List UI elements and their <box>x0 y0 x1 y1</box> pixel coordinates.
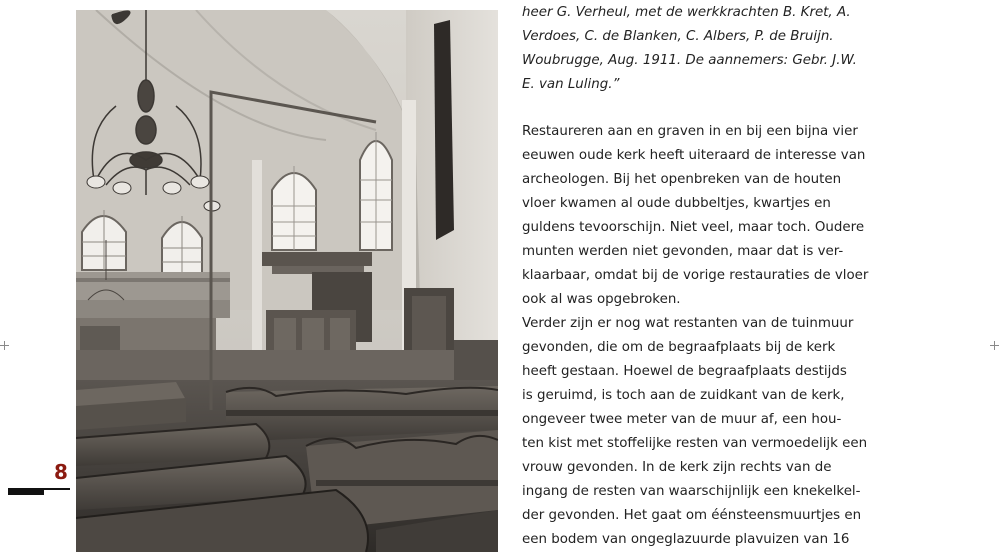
body-line: is geruimd, is toch aan de zuidkant van de kerk, <box>522 388 845 403</box>
page-number-rule-bold <box>8 489 44 495</box>
body-line: klaarbaar, omdat bij de vorige restauraties de vloer <box>522 268 869 283</box>
body-line: munten werden niet gevonden, maar dat is ver- <box>522 244 844 259</box>
body-line: vrouw gevonden. In de kerk zijn rechts van de <box>522 460 832 475</box>
crop-mark-right <box>990 341 999 350</box>
quote-line: Woubrugge, Aug. 1911. De aannemers: Gebr. J.W. <box>522 53 857 68</box>
body-line: ongeveer twee meter van de muur af, een hou- <box>522 412 842 427</box>
page-number: 8 <box>54 460 68 484</box>
body-line: heeft gestaan. Hoewel de begraafplaats destijds <box>522 364 847 379</box>
body-line: ingang de resten van waarschijnlijk een knekelkel- <box>522 484 861 499</box>
body-line: guldens tevoorschijn. Niet veel, maar toch. Oudere <box>522 220 865 235</box>
body-line: eeuwen oude kerk heeft uiteraard de interesse van <box>522 148 866 163</box>
body-line: gevonden, die om de begraafplaats bij de kerk <box>522 340 836 355</box>
body-line: ook al was opgebroken. <box>522 292 681 307</box>
quote-line: E. van Luling.” <box>522 77 620 92</box>
body-line: ten kist met stoffelijke resten van vermoedelijk een <box>522 436 868 451</box>
quote-line: heer G. Verheul, met de werkkrachten B. Kret, A. <box>522 5 851 20</box>
body-line: der gevonden. Het gaat om éénsteensmuurtjes en <box>522 508 862 523</box>
quote-line: Verdoes, C. de Blanken, C. Albers, P. de Bruijn. <box>522 29 834 44</box>
crop-mark-left <box>0 341 9 350</box>
body-line: archeologen. Bij het openbreken van de houten <box>522 172 842 187</box>
church-interior-photo <box>76 10 498 552</box>
body-line: een bodem van ongeglazuurde plavuizen van 16 <box>522 532 850 547</box>
body-line: Restaureren aan en graven in en bij een bijna vier <box>522 124 858 139</box>
body-line: vloer kwamen al oude dubbeltjes, kwartjes en <box>522 196 831 211</box>
body-line: Verder zijn er nog wat restanten van de tuinmuur <box>522 316 854 331</box>
